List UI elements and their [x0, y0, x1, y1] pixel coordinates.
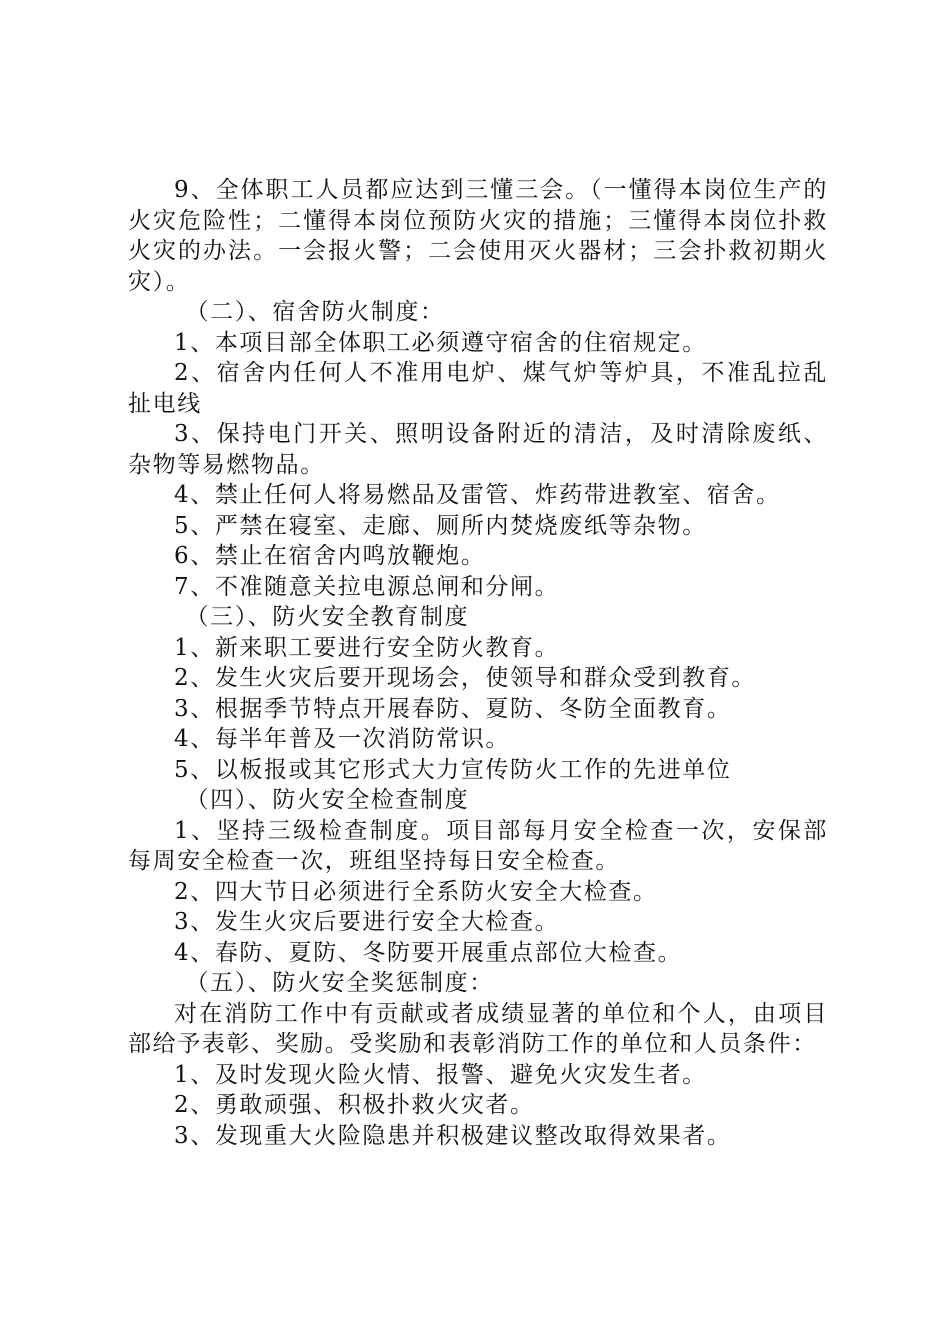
section-heading-rewards: （五）、防火安全奖惩制度：: [185, 970, 494, 996]
section-heading-inspection: （四）、防火安全检查制度: [185, 787, 470, 813]
paragraph-item: 1、及时发现火险火情、报警、避免火灾发生者。: [174, 1061, 707, 1088]
paragraph-item: 1、新来职工要进行安全防火教育。: [174, 634, 560, 661]
paragraph-item: 7、不准随意关拉电源总闸和分闸。: [174, 573, 560, 600]
paragraph-item: 4、春防、夏防、冬防要开展重点部位大检查。: [174, 939, 683, 966]
paragraph-item: 3、发现重大火险隐患并积极建议整改取得效果者。: [174, 1122, 732, 1149]
paragraph-item: 2、四大节日必须进行全系防火安全大检查。: [174, 878, 658, 905]
paragraph-item: 3、根据季节特点开展春防、夏防、冬防全面教育。: [174, 695, 732, 722]
paragraph-item: 3、发生火灾后要进行安全大检查。: [174, 909, 560, 935]
paragraph-item: 2、发生火灾后要开现场会，使领导和群众受到教育。: [174, 665, 757, 691]
paragraph-item: 1、坚持三级检查制度。项目部每月安全检查一次，安保部每周安全检查一次，班组坚持每日安全检查。: [128, 817, 828, 874]
paragraph-item: 3、保持电门开关、照明设备附近的清洁，及时清除废纸、杂物等易燃物品。: [128, 421, 828, 478]
paragraph-item-9: 9、全体职工人员都应达到三懂三会。（一懂得本岗位生产的火灾危险性；二懂得本岗位预防火灾的措施；三懂得本岗位扑救火灾的办法。一会报火警；二会使用灭火器材；三会扑救初期火灾）。: [128, 177, 828, 295]
paragraph-item: 对在消防工作中有贡献或者成绩显著的单位和个人，由项目部给予表彰、奖励。受奖励和表彰消防工作的单位和人员条件：: [128, 1000, 828, 1057]
document-body: [128, 175, 828, 1151]
paragraph-item: 5、以板报或其它形式大力宣传防火工作的先进单位: [174, 756, 732, 783]
paragraph-item: 2、宿舍内任何人不准用电炉、煤气炉等炉具，不准乱拉乱扯电线: [128, 360, 828, 417]
paragraph-item: 2、勇敢顽强、积极扑救火灾者。: [174, 1092, 535, 1118]
paragraph-item: 1、本项目部全体职工必须遵守宿舍的住宿规定。: [174, 329, 707, 356]
paragraph-item: 4、每半年普及一次消防常识。: [174, 726, 511, 752]
paragraph-item: 6、禁止在宿舍内鸣放鞭炮。: [174, 543, 486, 569]
paragraph-item: 5、严禁在寝室、走廊、厕所内焚烧废纸等杂物。: [174, 512, 707, 539]
section-heading-dormitory: （二）、宿舍防火制度：: [185, 299, 445, 325]
section-heading-education: （三）、防火安全教育制度: [185, 604, 470, 630]
paragraph-item: 4、禁止任何人将易燃品及雷管、炸药带进教室、宿舍。: [174, 482, 781, 508]
